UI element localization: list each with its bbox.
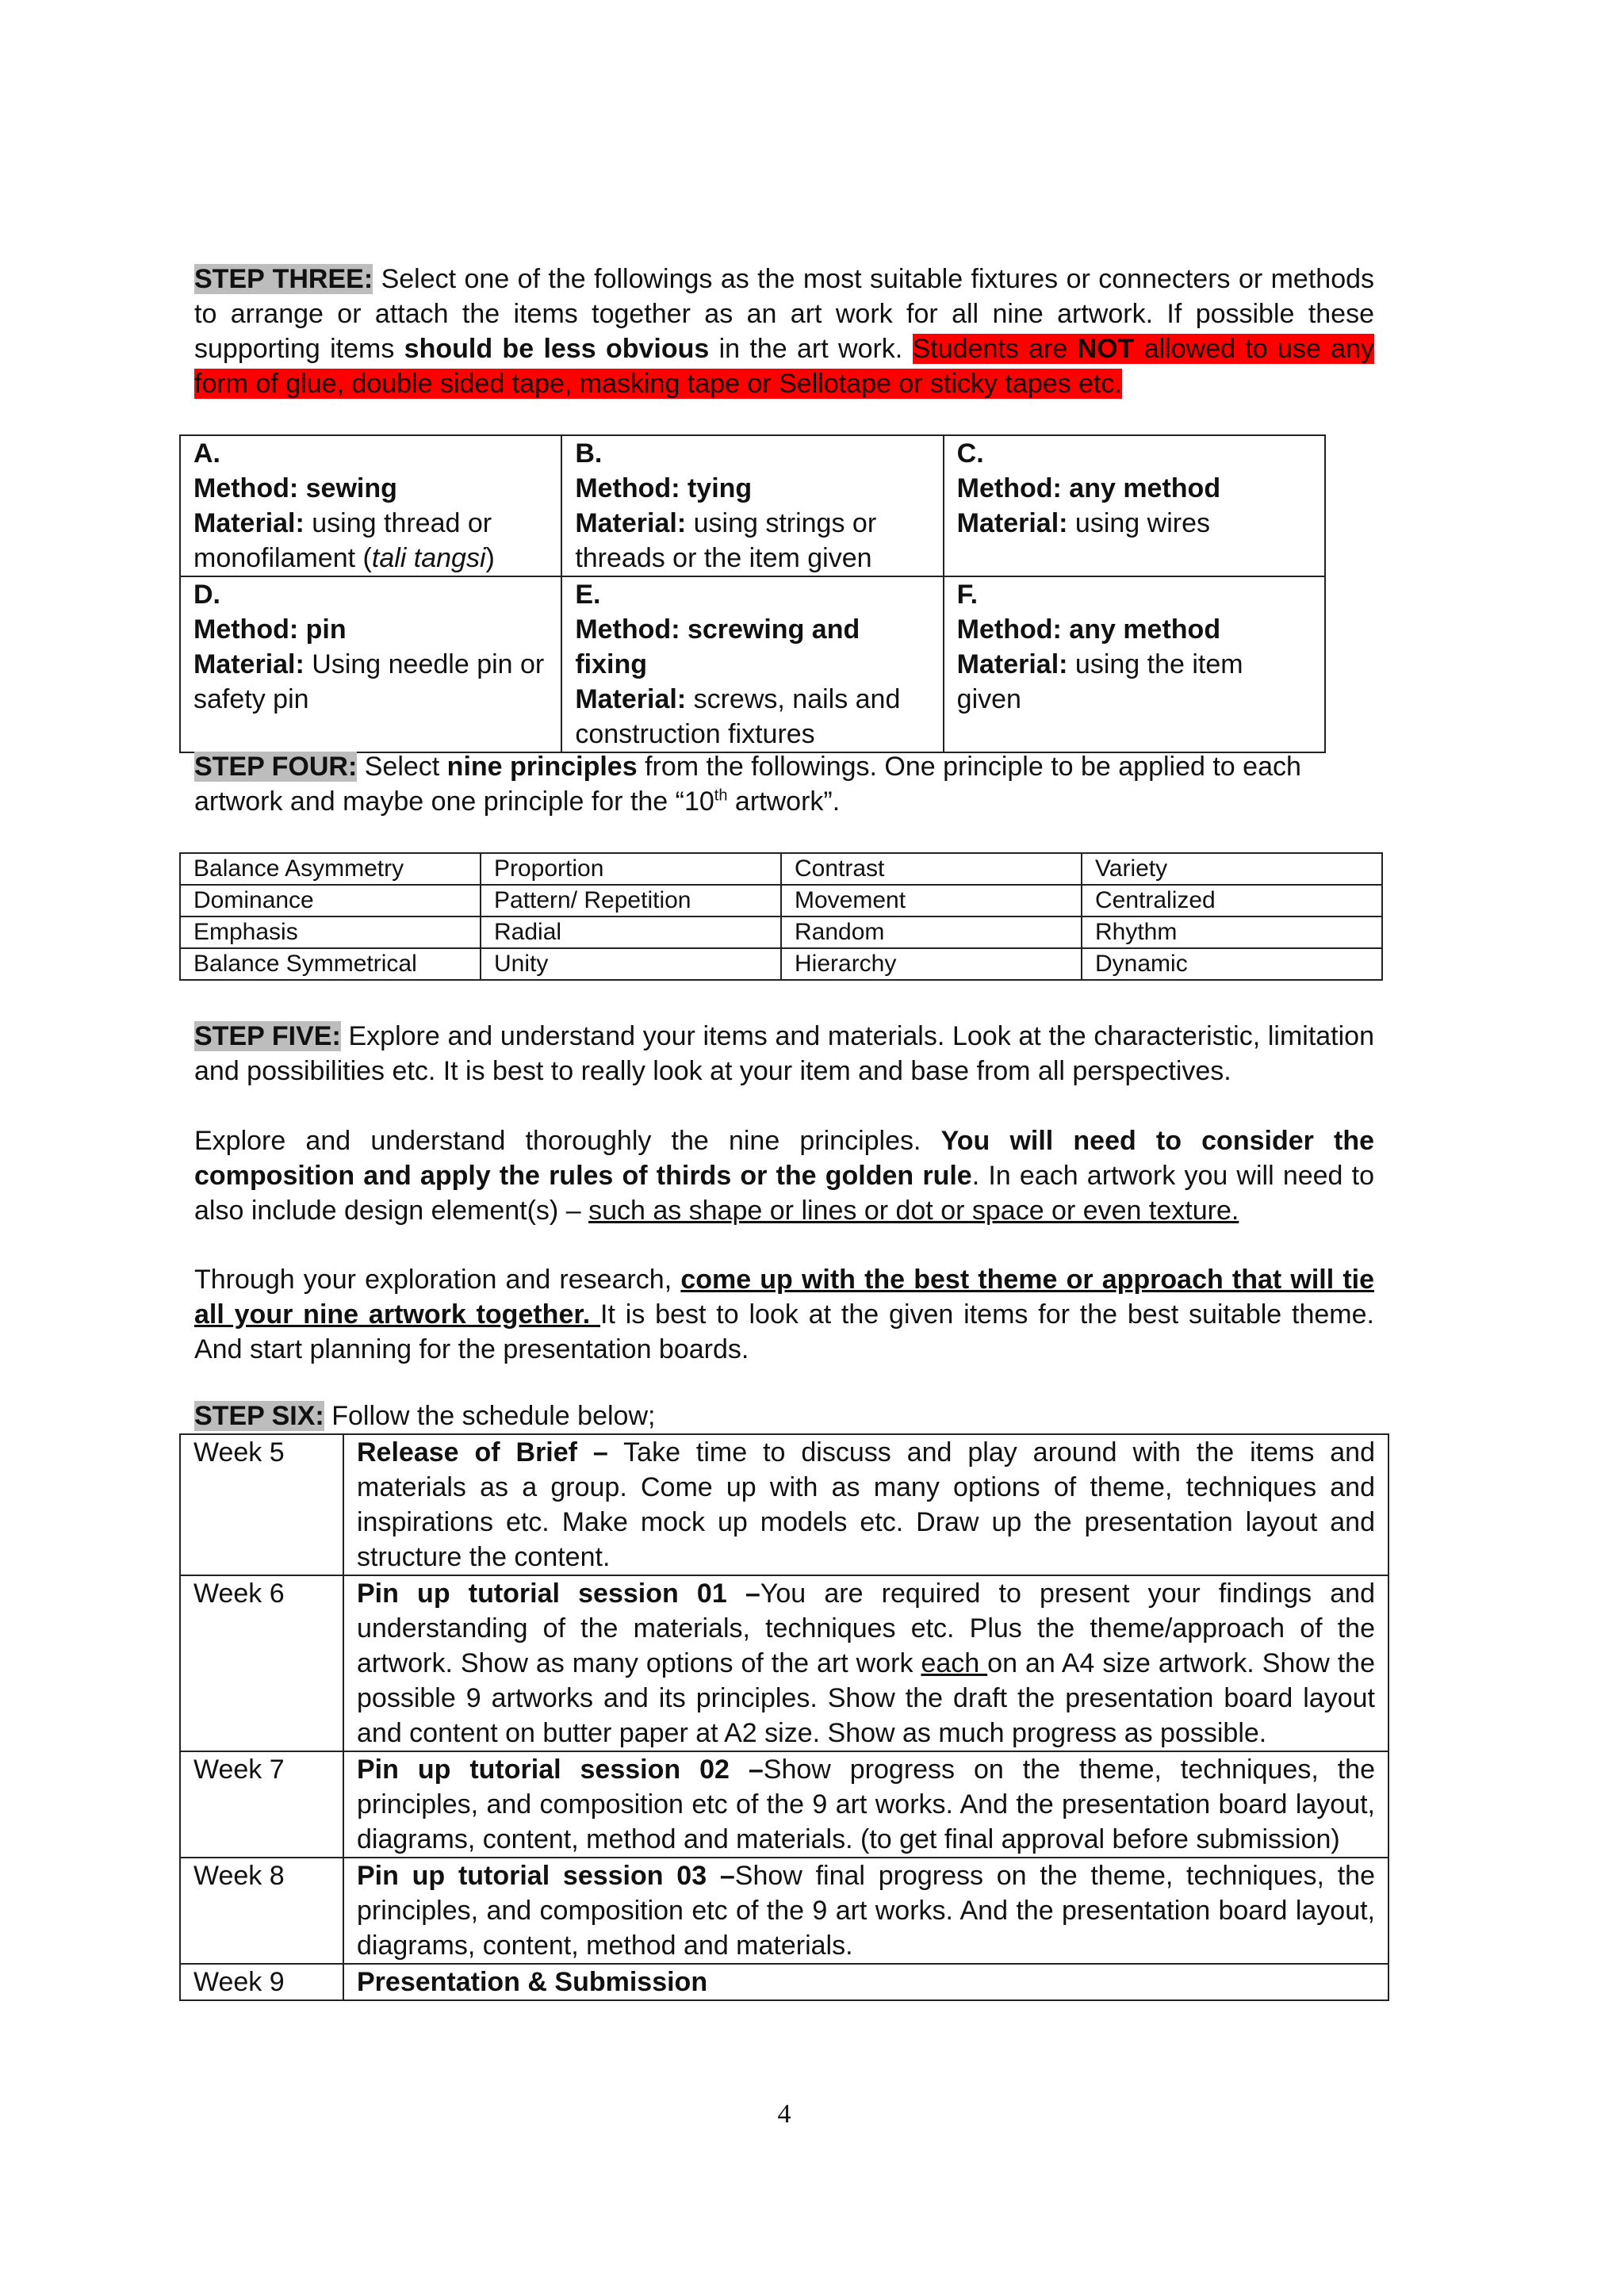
- step-five-paragraph: STEP FIVE: Explore and understand your items and materials. Look at the characteristic, limitation and possibilities etc. It is best to really look at your item and base from all perspectives.: [194, 1021, 1374, 1086]
- table-row: Dominance Pattern/ Repetition Movement Centralized: [180, 885, 1382, 916]
- table-row: Balance Symmetrical Unity Hierarchy Dynamic: [180, 948, 1382, 980]
- fixture-cell-b: B. Method: tying Material: using strings or threads or the item given: [561, 435, 943, 576]
- principles-table: [179, 852, 1383, 981]
- step-six-label: STEP SIX:: [194, 1401, 324, 1431]
- step-four-label: STEP FOUR:: [194, 752, 358, 782]
- warning-highlight: Students are NOT allowed to use any form of glue, double sided tape, masking tape or Sellotape or sticky tapes etc.: [194, 334, 1375, 399]
- table-row: Balance Asymmetry Proportion Contrast Variety: [180, 853, 1382, 885]
- table-row: Week 6 Pin up tutorial session 01 –You are required to present your findings and understanding of the materials, techniques etc. Plus the theme/approach of the artwork. Show as many options of the art work each on an A4 size artwork. Show the possible 9 artworks and its principles. Show the draft the presentation board layout and content on butter paper at A2 size. Show as much progress as possible.: [180, 1575, 1388, 1751]
- fixture-cell-f: F. Method: any method Material: using the item given: [944, 576, 1325, 752]
- table-row: Week 5 Release of Brief – Take time to discuss and play around with the items and materials as a group. Come up with as many options of theme, techniques and inspirations etc. Make mock up models etc. Draw up the presentation layout and structure the content.: [180, 1434, 1388, 1575]
- fixture-cell-d: D. Method: pin Material: Using needle pin or safety pin: [180, 576, 561, 752]
- fixture-cell-a: A. Method: sewing Material: using thread or monofilament (tali tangsi): [180, 435, 561, 576]
- fixture-cell-c: C. Method: any method Material: using wires: [944, 435, 1325, 576]
- step-three-label: STEP THREE:: [194, 264, 373, 294]
- fixture-cell-e: E. Method: screwing and fixing Material: screws, nails and construction fixtures: [561, 576, 943, 752]
- table-row: Week 7 Pin up tutorial session 02 –Show progress on the theme, techniques, the principles, and composition etc of the 9 art works. And the presentation board layout, diagrams, content, method and materials. (to get final approval before submission): [180, 1751, 1388, 1858]
- step-three-paragraph: STEP THREE: Select one of the followings as the most suitable fixtures or connecters or methods to arrange or attach the items together as an art work for all nine artwork. If possible these supporting items should be less obvious in the art work. Students are NOT allowed to use any form of glue, double sided tape, masking tape or Sellotape or sticky tapes etc.: [194, 264, 1375, 399]
- table-row: Week 9 Presentation & Submission: [180, 1964, 1388, 2000]
- theme-paragraph: Through your exploration and research, come up with the best theme or approach that will tie all your nine artwork together. It is best to look at the given items for the best suitable theme. And start planning for the presentation boards.: [194, 1265, 1375, 1364]
- table-row: Week 8 Pin up tutorial session 03 –Show final progress on the theme, techniques, the principles, and composition etc of the 9 art works. And the presentation board layout, diagrams, content, method and materials.: [180, 1858, 1388, 1964]
- step-six-paragraph: STEP SIX: Follow the schedule below;: [194, 1401, 656, 1431]
- page-number: 4: [777, 2099, 791, 2129]
- step-five-label: STEP FIVE:: [194, 1021, 341, 1051]
- table-row: Emphasis Radial Random Rhythm: [180, 916, 1382, 948]
- schedule-table: [179, 1433, 1389, 2001]
- principles-paragraph: Explore and understand thoroughly the nine principles. You will need to consider the composition and apply the rules of thirds or the golden rule. In each artwork you will need to also include design element(s) – such as shape or lines or dot or space or even texture.: [194, 1126, 1375, 1226]
- step-four-paragraph: STEP FOUR: Select nine principles from the followings. One principle to be applied to each artwork and maybe one principle for the “10th artwork”.: [194, 752, 1301, 817]
- fixtures-table: [179, 434, 1326, 753]
